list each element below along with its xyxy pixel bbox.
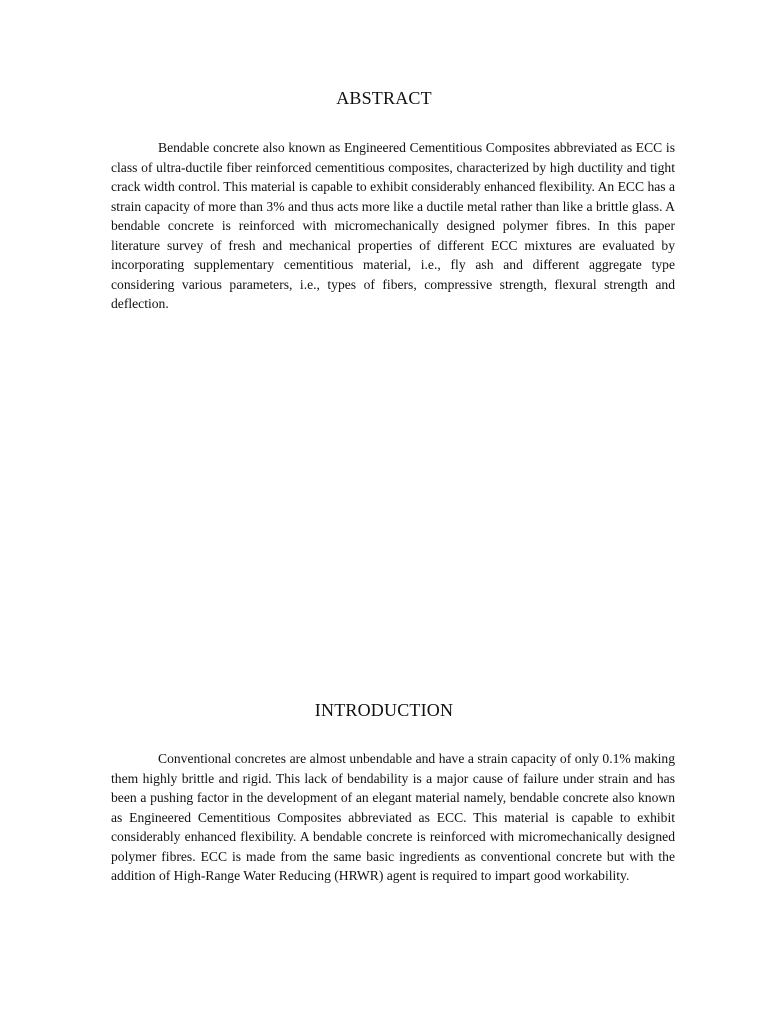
- introduction-heading: INTRODUCTION: [314, 700, 454, 720]
- introduction-paragraph: Conventional concretes are almost unbendable and have a strain capacity of only 0.1% making them highly brittle and rigid. This lack of bendability is a major cause of failure under strain and has been a pushing factor in the development of an elegant material namely, bendable concrete also known as Engineered Cementitious Composites abbreviated as ECC. This material is capable to exhibit considerably enhanced flexibility. A bendable concrete is reinforced with micromechanically designed polymer fibres. ECC is made from the same basic ingredients as conventional concrete but with the addition of High-Range Water Reducing (HRWR) agent is required to impart good workability.: [111, 751, 675, 883]
- abstract-paragraph: Bendable concrete also known as Engineered Cementitious Composites abbreviated as ECC is class of ultra-ductile fiber reinforced cementitious composites, characterized by high ductility and tight crack width control. This material is capable to exhibit considerably enhanced flexibility. An ECC has a strain capacity of more than 3% and thus acts more like a ductile metal rather than like a brittle glass. A bendable concrete is reinforced with micromechanically designed polymer fibres. In this paper literature survey of fresh and mechanical properties of different ECC mixtures are evaluated by incorporating supplementary cementitious material, i.e., fly ash and different aggregate type considering various parameters, i.e., types of fibers, compressive strength, flexural strength and deflection.: [111, 140, 675, 311]
- abstract-heading: ABSTRACT: [336, 88, 432, 108]
